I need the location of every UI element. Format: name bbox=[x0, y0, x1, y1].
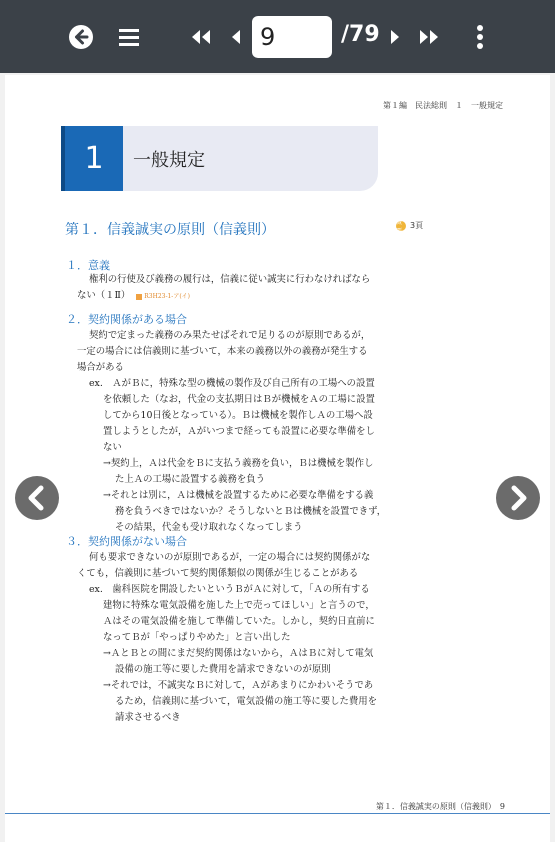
first-page-icon[interactable] bbox=[190, 28, 212, 46]
text-line: ex. ＡがＢに，特殊な型の機械の製作及び自己所有の工場への設置 bbox=[89, 378, 375, 389]
right-arrow-icon[interactable] bbox=[496, 476, 540, 520]
text-line: ex. 歯科医院を開設したいというＢがＡに対して，「Ａの所有する bbox=[89, 584, 370, 595]
text-line: 務を負うべきではないか？そうしないとＢは機械を設置できず， bbox=[115, 506, 387, 517]
back-icon[interactable] bbox=[68, 24, 94, 50]
menu-icon[interactable] bbox=[118, 26, 140, 48]
text-line: くても，信義則に基づいて契約関係類似の関係が生じることがある bbox=[77, 568, 359, 579]
next-page-icon[interactable] bbox=[388, 28, 402, 46]
text-line: 契約で定まった義務のみ果たせばそれで足りるのが原則であるが， bbox=[89, 330, 371, 341]
section-title: 第１．信義誠実の原則（信義則） bbox=[65, 222, 275, 238]
text-line: その結果，代金も受け取れなくなってしまう bbox=[115, 522, 303, 533]
text-line: を依頼した（なお，代金の支払期日はＢが機械をＡの工場に設置 bbox=[103, 394, 375, 405]
text-line: ない bbox=[103, 442, 122, 453]
page-reference bbox=[396, 218, 424, 235]
text-line: →ＡとＢとの間にまだ契約関係はないから，ＡはＢに対して電気 bbox=[103, 648, 374, 659]
text-line: 場合がある bbox=[77, 362, 124, 373]
reference-badge: 概要 bbox=[396, 221, 406, 231]
footer-divider bbox=[5, 813, 550, 814]
text-line: 置しようとしたが，Ａがいつまで経っても設置に必要な準備をし bbox=[103, 426, 375, 437]
more-icon[interactable] bbox=[470, 24, 490, 50]
text-line: してから10日後となっている）。Ｂは機械を製作しＡの工場へ設 bbox=[103, 410, 373, 421]
text-line: 何も要求できないのが原則であるが，一定の場合には契約関係がな bbox=[89, 552, 371, 563]
chapter-number: 1 bbox=[65, 126, 123, 191]
text-line: 請求させるべき bbox=[115, 712, 181, 723]
text-line: 一定の場合には信義則に基づいて，本来の義務以外の義務が発生する bbox=[77, 346, 368, 357]
chapter-heading bbox=[65, 126, 378, 191]
text-line: →それとは別に，Ａは機械を設置するために必要な準備をする義 bbox=[103, 490, 374, 501]
text-line: た上Ａの工場に設置する義務を負う bbox=[115, 474, 266, 485]
document-page bbox=[5, 75, 550, 842]
prev-page-icon[interactable] bbox=[229, 28, 243, 46]
text-line: →それでは，不誠実なＢに対して，Ａがあまりにかわいそうであ bbox=[103, 680, 374, 691]
text-line: るため，信義則に基づいて，電気設備の施工等に要した費用を bbox=[115, 696, 377, 707]
text-line: ない（１Ⅱ） R3H23-1-ア(イ) bbox=[77, 290, 191, 301]
text-line: Ａはその電気設備を施して準備していた。しかし，契約日直前に bbox=[103, 616, 375, 627]
text-line: 権利の行使及び義務の履行は，信義に従い誠実に行わなければなら bbox=[89, 274, 371, 285]
running-header: 第１編 民法総則 １ 一般規定 bbox=[383, 101, 503, 110]
text-line: 建物に特殊な電気設備を施した上で売ってほしい」と言うので， bbox=[103, 600, 375, 611]
text-line: →契約上，Ａは代金をＢに支払う義務を負い，Ｂは機械を製作し bbox=[103, 458, 374, 469]
toolbar bbox=[0, 0, 555, 73]
subsection-title-2: ２．契約関係がある場合 bbox=[66, 313, 187, 326]
left-arrow-icon[interactable] bbox=[15, 476, 59, 520]
reference-text: 3頁 bbox=[410, 221, 424, 230]
text-line: 設備の施工等に要した費用を請求できないのが原則 bbox=[115, 664, 331, 675]
running-footer: 第１．信義誠実の原則（信義則） 9 bbox=[375, 802, 505, 811]
subsection-title-1: １．意義 bbox=[66, 259, 110, 272]
chapter-title: 一般規定 bbox=[133, 150, 205, 171]
subsection-title-3: ３．契約関係がない場合 bbox=[66, 535, 187, 548]
page-number-input[interactable] bbox=[252, 16, 332, 58]
exam-tag: R3H23-1-ア(イ) bbox=[136, 291, 190, 300]
last-page-icon[interactable] bbox=[418, 28, 440, 46]
text-line: なってＢが「やっぱりやめた」と言い出した bbox=[103, 632, 291, 643]
total-pages: /79 bbox=[341, 22, 380, 47]
